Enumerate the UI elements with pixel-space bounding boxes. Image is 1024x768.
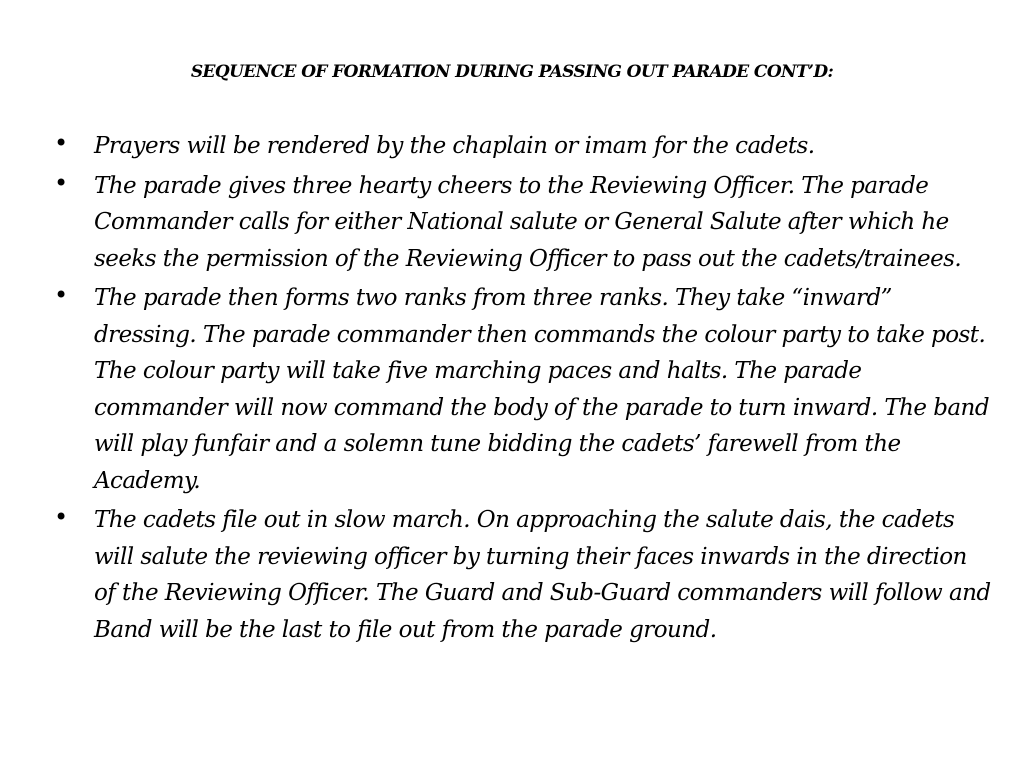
slide-title: SEQUENCE OF FORMATION DURING PASSING OUT PARADE CONT’D: xyxy=(190,62,834,82)
bullet-icon: • xyxy=(54,168,68,197)
bullet-text: Prayers will be rendered by the chaplain or imam for the cadets. xyxy=(94,133,815,159)
bullet-text: The parade gives three hearty cheers to the Reviewing Officer. The parade Commander calls for either National salute or General Salute after which he seeks the permission of the Reviewing Officer to pass out the cadets/trainees. xyxy=(94,172,962,272)
bullet-item xyxy=(54,168,994,278)
bullet-text: The cadets file out in slow march. On approaching the salute dais, the cadets will salute the reviewing officer by turning their faces inwards in the direction of the Reviewing Officer. The Guard and Sub-Guard commanders will follow and Band will be the last to file out from the parade ground. xyxy=(94,507,991,643)
bullet-item xyxy=(54,128,994,165)
bullet-icon: • xyxy=(54,129,68,157)
bullet-icon: • xyxy=(54,281,68,309)
bullet-text: The parade then forms two ranks from three ranks. They take “inward” dressing. The parade commander then commands the colour party to take post. The colour party will take five marching paces and halts. The parade commander will now command the body of the parade to turn inward. The band will play funfair and a solemn tune bidding the cadets’ farewell from the Academy. xyxy=(94,285,989,494)
bullet-list xyxy=(54,128,994,651)
bullet-item xyxy=(54,280,994,499)
bullet-icon: • xyxy=(54,503,68,531)
bullet-item xyxy=(54,502,994,648)
